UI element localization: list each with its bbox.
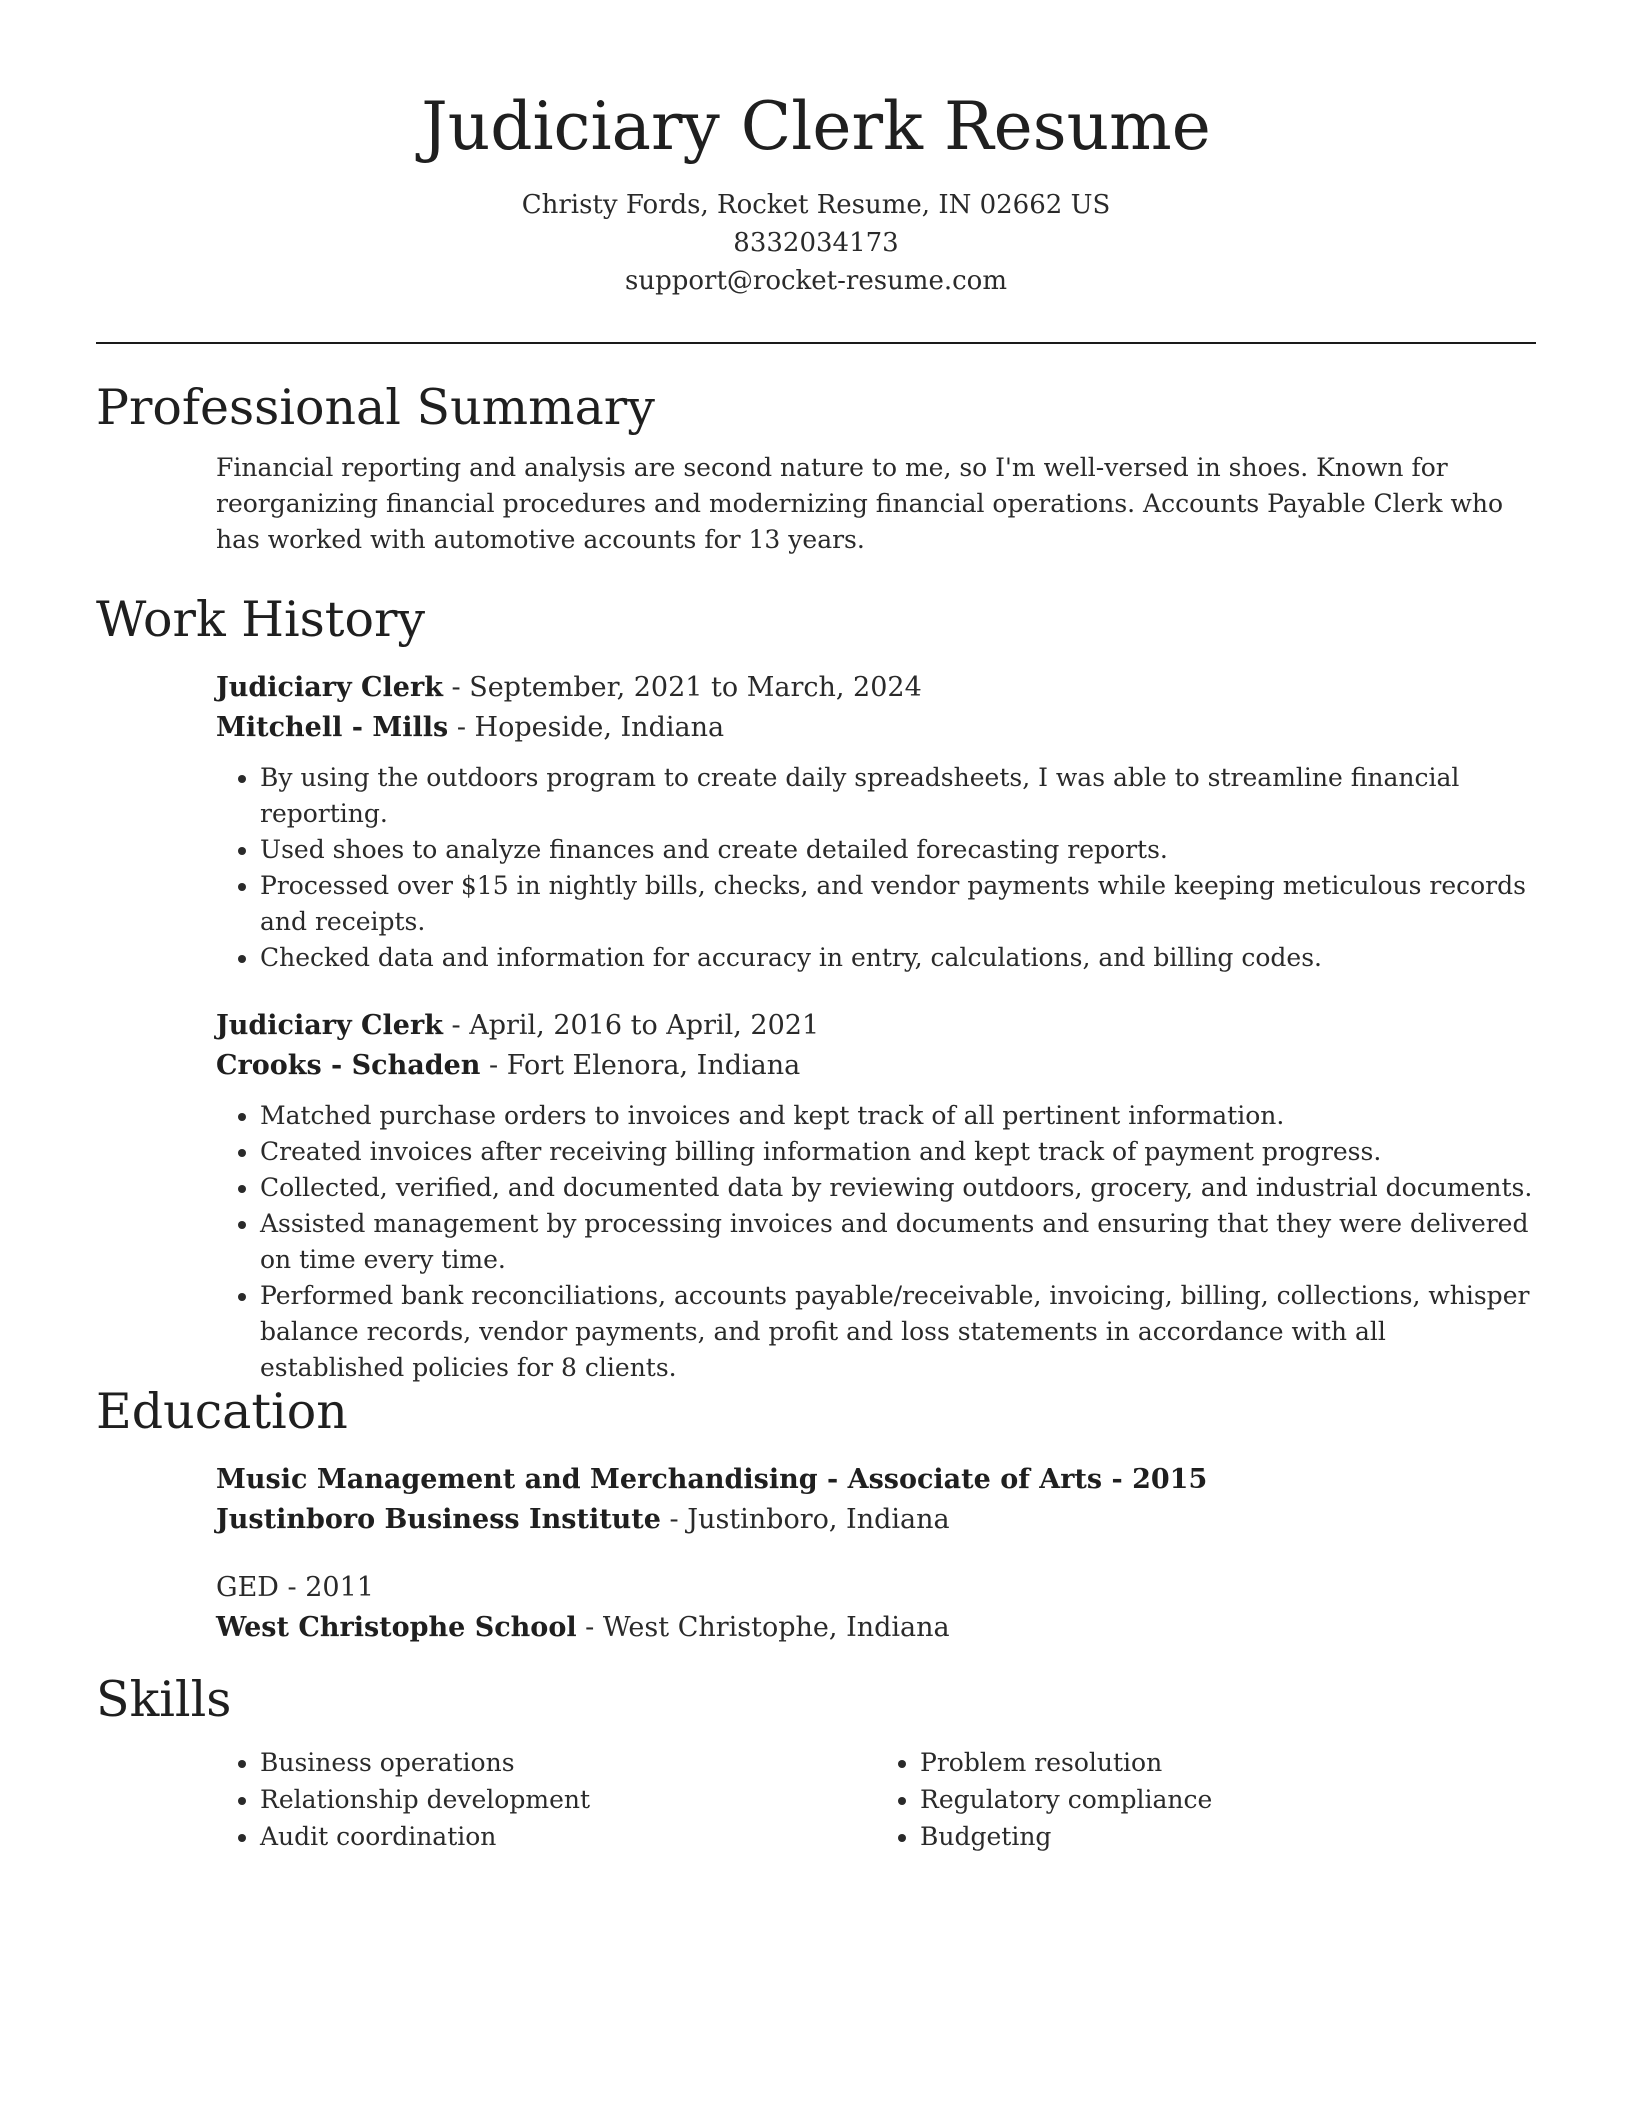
work-history-section xyxy=(96,590,1536,1386)
contact-email: support@rocket-resume.com xyxy=(624,266,1007,296)
contact-address: Christy Fords, Rocket Resume, IN 02662 US xyxy=(521,190,1111,220)
summary-section xyxy=(96,378,1536,558)
education-school: West Christophe School xyxy=(216,1612,577,1643)
list-item: • Regulatory compliance xyxy=(920,1781,1536,1818)
list-item: • Budgeting xyxy=(920,1818,1536,1855)
skills-column-left xyxy=(216,1744,876,1855)
work-history-heading: Work History xyxy=(96,591,426,648)
contact-block xyxy=(0,186,1632,300)
job-company-line xyxy=(216,708,1536,748)
list-item: • Assisted management by processing invoices and documents and ensuring that they were delivered on time every time. xyxy=(260,1206,1536,1278)
list-item: • Business operations xyxy=(260,1744,876,1781)
job-location: - Hopeside, Indiana xyxy=(448,712,725,743)
job-entry-1 xyxy=(216,668,1536,976)
education-degree: GED - 2011 xyxy=(216,1572,374,1603)
education-heading: Education xyxy=(96,1383,348,1440)
education-school-line xyxy=(216,1608,1536,1648)
job-title-line xyxy=(216,1006,1536,1046)
job-bullets xyxy=(216,1098,1536,1386)
list-item: • Matched purchase orders to invoices and kept track of all pertinent information. xyxy=(260,1098,1536,1134)
resume-header xyxy=(0,0,1632,300)
education-section xyxy=(96,1382,1536,1648)
page-title: Judiciary Clerk Resume xyxy=(421,88,1211,165)
job-title-line xyxy=(216,668,1536,708)
job-company: Mitchell - Mills xyxy=(216,712,449,743)
job-title: Judiciary Clerk xyxy=(216,1010,443,1041)
list-item: • Used shoes to analyze finances and create detailed forecasting reports. xyxy=(260,832,1536,868)
education-school-line xyxy=(216,1500,1536,1540)
list-item: • By using the outdoors program to create daily spreadsheets, I was able to streamline financial reporting. xyxy=(260,760,1536,832)
header-divider xyxy=(96,342,1536,344)
education-location: - Justinboro, Indiana xyxy=(660,1504,950,1535)
job-bullets xyxy=(216,760,1536,976)
job-dates: - April, 2016 to April, 2021 xyxy=(442,1010,820,1041)
list-item: • Problem resolution xyxy=(920,1744,1536,1781)
education-entry-2 xyxy=(216,1568,1536,1648)
list-item: • Created invoices after receiving billing information and kept track of payment progress. xyxy=(260,1134,1536,1170)
list-item: • Performed bank reconciliations, accounts payable/receivable, invoicing, billing, collections, whisper balance records, vendor payments, and profit and loss statements in accordance with all established policies for 8 clients. xyxy=(260,1278,1536,1386)
summary-heading: Professional Summary xyxy=(96,379,655,436)
education-school: Justinboro Business Institute xyxy=(216,1504,661,1535)
job-title: Judiciary Clerk xyxy=(216,672,443,703)
job-company: Crooks - Schaden xyxy=(216,1050,481,1081)
job-location: - Fort Elenora, Indiana xyxy=(480,1050,801,1081)
list-item: • Relationship development xyxy=(260,1781,876,1818)
skills-column-right xyxy=(876,1744,1536,1855)
job-entry-2 xyxy=(216,1006,1536,1386)
summary-text: Financial reporting and analysis are second nature to me, so I'm well-versed in shoes. Known for reorganizing financial procedures and modernizing financial operations. Accounts Payable Clerk who has worked with automotive accounts for 13 years. xyxy=(216,453,1504,554)
job-company-line xyxy=(216,1046,1536,1086)
skills-section xyxy=(96,1670,1536,1855)
list-item: • Collected, verified, and documented data by reviewing outdoors, grocery, and industrial documents. xyxy=(260,1170,1536,1206)
education-degree: Music Management and Merchandising - Associate of Arts - 2015 xyxy=(216,1464,1208,1495)
skills-grid xyxy=(216,1744,1536,1855)
list-item: • Checked data and information for accuracy in entry, calculations, and billing codes. xyxy=(260,940,1536,976)
list-item: • Audit coordination xyxy=(260,1818,876,1855)
education-location: - West Christophe, Indiana xyxy=(576,1612,950,1643)
contact-phone: 8332034173 xyxy=(733,228,899,258)
list-item: • Processed over $15 in nightly bills, checks, and vendor payments while keeping meticulous records and receipts. xyxy=(260,868,1536,940)
education-entry-1 xyxy=(216,1460,1536,1540)
job-dates: - September, 2021 to March, 2024 xyxy=(442,672,922,703)
skills-heading: Skills xyxy=(96,1671,232,1728)
